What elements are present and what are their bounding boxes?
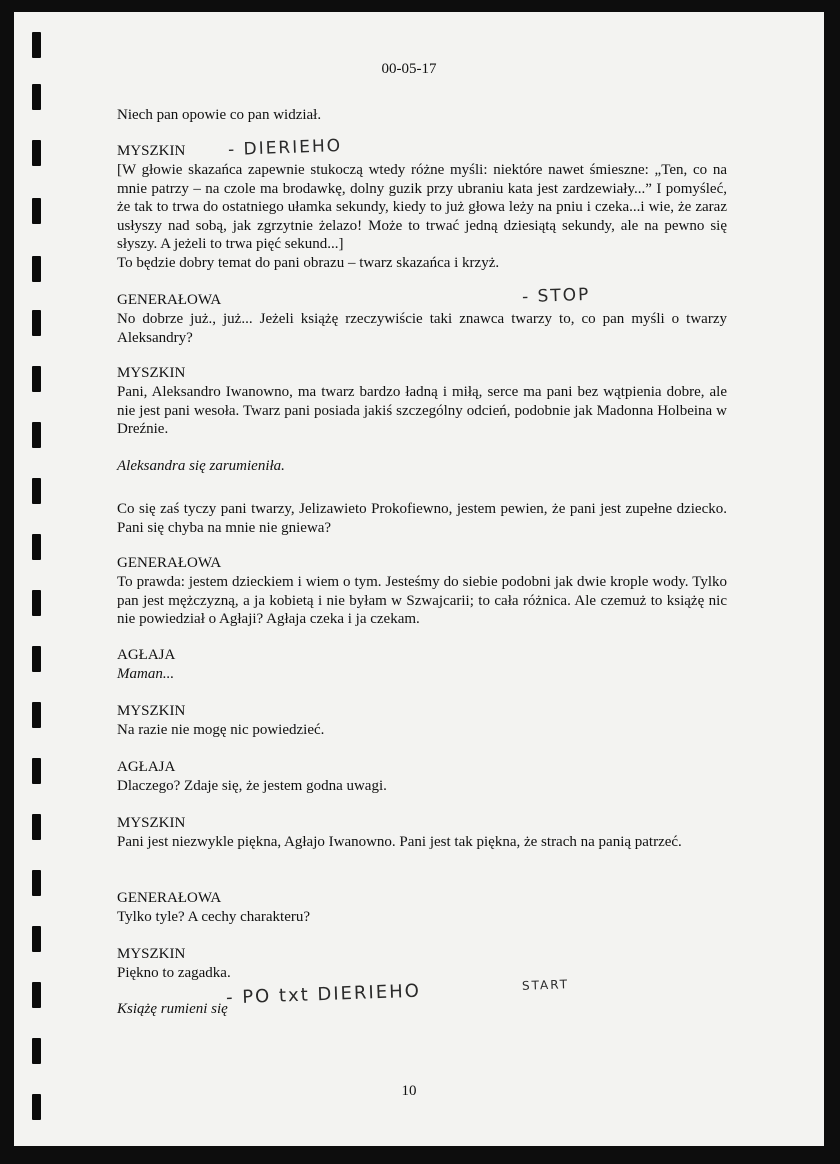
binder-hole xyxy=(32,758,41,784)
binder-hole xyxy=(32,646,41,672)
binder-hole xyxy=(32,366,41,392)
binder-hole xyxy=(32,256,41,282)
speaker-name: AGŁAJA xyxy=(117,759,176,775)
binder-hole xyxy=(32,926,41,952)
speaker-name: MYSZKIN xyxy=(117,946,186,962)
page-number: 10 xyxy=(401,1083,417,1099)
dialogue-line: To prawda: jestem dzieckiem i wiem o tym. Jesteśmy do siebie podobni jak dwie krople wody. Tylko pan jest mężczyzną, a ja kobietą i nie byłam w Szwajcarii; to cała różnica. Ale czemuż to książę nic nie powiedział o Agłaji? Agłaja czeka i ja czekam. xyxy=(117,574,727,627)
binder-hole xyxy=(32,84,41,110)
binder-hole xyxy=(32,32,41,58)
binder-hole xyxy=(32,140,41,166)
dialogue-line: Dlaczego? Zdaje się, że jestem godna uwagi. xyxy=(117,778,387,794)
dialogue-line: Na razie nie mogę nic powiedzieć. xyxy=(117,722,325,738)
binder-hole xyxy=(32,534,41,560)
handwritten-note: - STOP xyxy=(521,284,591,308)
dialogue-line: Maman... xyxy=(117,666,175,682)
binder-hole xyxy=(32,814,41,840)
dialogue-line: To będzie dobry temat do pani obrazu – twarz skazańca i krzyż. xyxy=(117,255,500,271)
stage-direction: Aleksandra się zarumieniła. xyxy=(117,458,285,474)
stage-direction: [W głowie skazańca zapewnie stukoczą wtedy różne myśli: niektóre nawet śmieszne: „Ten, co na mnie patrzy – na czole ma brodawkę, dolny guzik przy ubraniu kata jest zardzewiały...” I pomyśleć, że tak to trwa do ostatniego ułamka sekundy, kiedy to już głowa leży na pniu i czeka...i wie, że zaraz usłyszy nad sobą, jak zgrzytnie żelazo! Może to trwać jedną dziesiątą sekundy, ale na pewno się słyszy. A jeżeli to trwa pięć sekund...] xyxy=(117,162,727,252)
speaker-name: GENERAŁOWA xyxy=(117,890,222,906)
speaker-name: AGŁAJA xyxy=(117,647,176,663)
binder-hole xyxy=(32,702,41,728)
binder-hole xyxy=(32,478,41,504)
speaker-name: MYSZKIN xyxy=(117,365,186,381)
handwritten-note: - PO txt DIERIEHO xyxy=(225,980,422,1009)
speaker-name: GENERAŁOWA xyxy=(117,555,222,571)
handwritten-note: - DIERIEHO xyxy=(227,136,343,160)
binder-hole xyxy=(32,982,41,1008)
binder-hole xyxy=(32,310,41,336)
dialogue-line: Co się zaś tyczy pani twarzy, Jelizawieto Prokofiewno, jestem pewien, że pani jest zupełne dziecko. Pani się chyba na mnie nie gniewa? xyxy=(117,501,727,536)
binder-hole xyxy=(32,870,41,896)
binder-hole xyxy=(32,1094,41,1120)
binder-hole xyxy=(32,198,41,224)
dialogue-line: Pani, Aleksandro Iwanowno, ma twarz bardzo ładną i miłą, serce ma pani bez wątpienia dobre, ale nie jest pani wesoła. Twarz pani posiada jakiś szczególny odcień, podobnie jak Madonna Holbeina w Dreźnie. xyxy=(117,384,727,437)
dialogue-line: Tylko tyle? A cechy charakteru? xyxy=(117,909,311,925)
dialogue-line: Pani jest niezwykle piękna, Agłajo Iwanowno. Pani jest tak piękna, że strach na panią patrzeć. xyxy=(117,834,682,850)
header-date: 00-05-17 xyxy=(381,61,437,77)
binder-hole xyxy=(32,422,41,448)
stage-direction: Książę rumieni się xyxy=(117,1001,228,1017)
dialogue-line: No dobrze już., już... Jeżeli książę rzeczywiście taki znawca twarzy to, co pan myśli o twarzy Aleksandry? xyxy=(117,311,727,346)
speaker-name: MYSZKIN xyxy=(117,815,186,831)
handwritten-note: START xyxy=(521,977,570,993)
document-page xyxy=(14,12,824,1146)
speaker-name: GENERAŁOWA xyxy=(117,292,222,308)
speaker-name: MYSZKIN xyxy=(117,143,186,159)
binder-hole xyxy=(32,590,41,616)
dialogue-line: Niech pan opowie co pan widział. xyxy=(117,107,322,123)
speaker-name: MYSZKIN xyxy=(117,703,186,719)
binder-hole xyxy=(32,1038,41,1064)
dialogue-line: Piękno to zagadka. xyxy=(117,965,231,981)
